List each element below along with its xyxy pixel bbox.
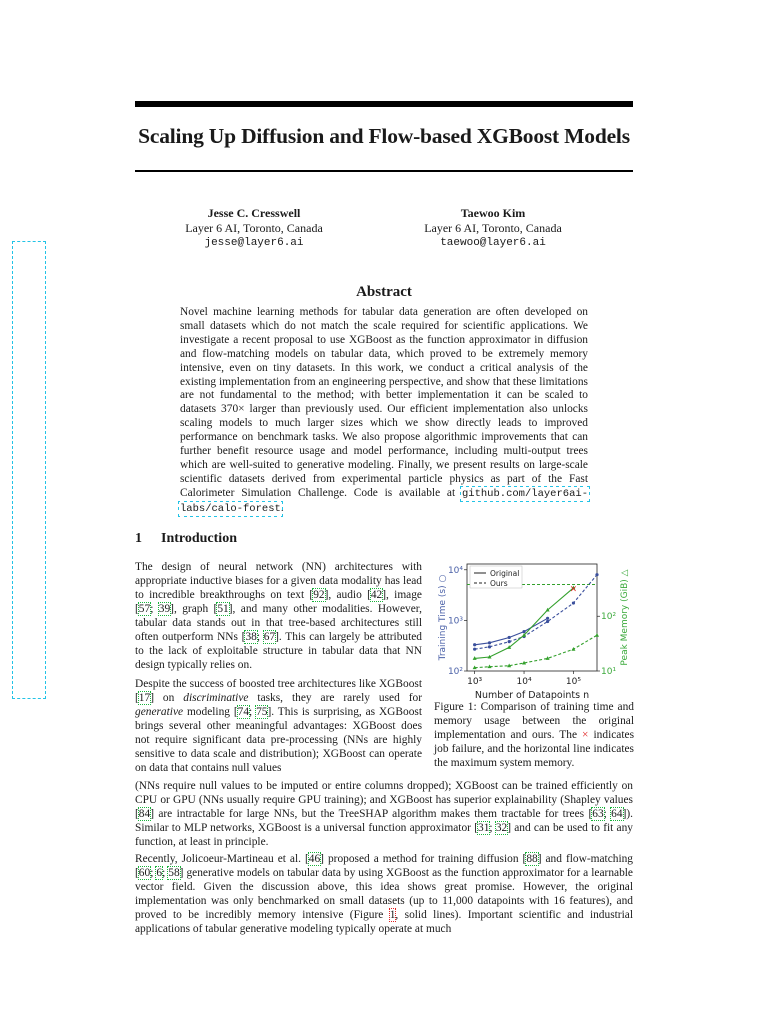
citation-link[interactable]: 60 [138, 867, 151, 879]
y-left-axis-label: Training Time (s) ○ [438, 574, 448, 661]
citation-link[interactable]: 84 [138, 808, 151, 820]
section-heading [135, 531, 237, 547]
citation-link[interactable]: 63 [592, 808, 604, 820]
paragraph-4 [135, 852, 633, 936]
data-point-time [473, 648, 476, 651]
text-run: ]. This can largely be attributed to the lack of exploitable structure in tabular data that NN design typically relies on. [135, 631, 423, 671]
x-tick-label: 10⁴ [516, 677, 532, 687]
citation-link[interactable]: 58 [168, 867, 180, 879]
text-run: Recently, Jolicoeur-Martineau et al. [ [135, 853, 309, 865]
figure-ref-link[interactable]: 1 [389, 909, 396, 921]
section-title: Introduction [161, 531, 237, 546]
data-point-time [546, 620, 549, 623]
author-name: Taewoo Kim [460, 206, 526, 220]
text-run: The design of neural network (NN) architectures with appropriate inductive biases for a given data modality has lead to incredible breakthroughs on text [ [135, 561, 422, 601]
text-run: ] on [150, 692, 184, 704]
citation-link[interactable]: 31 [478, 822, 490, 834]
y-right-tick-label: 10¹ [601, 667, 617, 677]
text-run: ]). Similar to MLP networks, XGBoost is a universal function approximator [ [135, 808, 633, 834]
text-run: ; [162, 867, 169, 879]
failure-mark: × [582, 729, 589, 741]
citation-link[interactable]: 38 [245, 631, 257, 643]
text-run: ] and can be used to fit any function, at least in principle. [135, 822, 634, 848]
paragraph-3 [135, 779, 633, 849]
text-run: modeling [ [183, 706, 238, 718]
text-run: ], audio [ [324, 589, 371, 601]
data-point-memory [595, 633, 599, 637]
figure-1-chart [431, 556, 636, 704]
citation-link[interactable]: 88 [526, 853, 538, 865]
legend-label: Ours [490, 579, 508, 588]
y-left-tick-label: 10³ [447, 616, 463, 627]
text-run: ], and many other modalities. However, tabular data stands out in that tree-based architectures still often outperform NNs [ [135, 603, 422, 643]
citation-link[interactable]: 17 [138, 692, 151, 704]
text-run: , solid lines). Important scientific and industrial applications of tabular generative modeling typically operate at much [135, 909, 633, 935]
paragraph-1 [135, 560, 422, 672]
paragraph-2 [135, 677, 422, 775]
text-run: ; [150, 867, 157, 879]
abstract-body [180, 306, 588, 517]
data-point-time [488, 645, 491, 648]
figure-1 [431, 556, 636, 704]
caption-text: Figure 1: Comparison of training time and memory usage between the original implementation and ours. The [434, 701, 634, 741]
figure-1-caption [434, 700, 634, 770]
data-point-time [572, 601, 575, 604]
text-run: ] and flow-matching [ [135, 853, 634, 879]
text-run: (NNs require null values to be imputed or entire columns dropped); XGBoost can be trained efficiently on CPU or GPU (NNs usually require GPU training); and XGBoost has superior explainability (Shapley values [ [135, 780, 633, 820]
text-run: tasks, they are rarely used for [248, 692, 422, 704]
data-point-time [508, 636, 511, 639]
abstract-heading: Abstract [356, 284, 412, 300]
data-point-time [473, 643, 476, 646]
paper-title: Scaling Up Diffusion and Flow-based XGBoost Models [138, 124, 630, 148]
citation-link[interactable]: 32 [495, 822, 508, 834]
data-point-time [595, 573, 598, 576]
y-right-axis-label: Peak Memory (GiB) △ [620, 569, 630, 666]
author-affiliation: Layer 6 AI, Toronto, Canada [185, 221, 323, 235]
caption-text: indicates job failure, and the horizontal line indicates the maximum system memory. [434, 729, 635, 769]
text-run: ] generative models on tabular data by using XGBoost as the function approximator for a learnable vector field. Given the discussion above, this idea shows great promise. However, the original implementation was only benchmarked on small datasets (up to 11,000 datapoints with 16 features), and proved to be incredibly memory intensive (Figure [135, 867, 633, 921]
emphasis: discriminative [183, 692, 249, 704]
section-number: 1 [135, 531, 142, 546]
data-point-time [522, 630, 525, 633]
text-run: ], graph [ [170, 603, 218, 615]
citation-link[interactable]: 57 [138, 603, 151, 615]
text-run: ; [603, 808, 612, 820]
emphasis: generative [135, 706, 184, 718]
series-line-memory [475, 635, 597, 668]
text-run: ], image [ [135, 589, 422, 615]
title-rule-top [135, 101, 633, 107]
text-run: ] proposed a method for training diffusion [ [320, 853, 527, 865]
citation-link[interactable]: 64 [611, 808, 623, 820]
failure-marker: × [569, 584, 578, 595]
data-point-time [488, 641, 491, 644]
citation-link[interactable]: 39 [158, 603, 171, 615]
data-point-time [546, 617, 549, 620]
citation-link[interactable]: 46 [308, 853, 321, 865]
abstract-text: Novel machine learning methods for tabular data generation are often developed on small datasets which do not match the scale required for scientific applications. We investigate a recent proposal to use XGBoost as the function approximator in diffusion and flow-matching models on tabular data, which proved to be extremely memory intensive, even on tiny datasets. In this work, we conduct a critical analysis of the existing implementation from an engineering perspective, and show that these limitations are not fundamental to the method; with better implementation it can be scaled to datasets 370× larger than previously used. Our efficient implementation also unlocks scaling models to much larger sizes which we show directly leads to improved performance on benchmark tasks. We also propose algorithmic improvements that can further benefit resource usage and model performance, including multi-output trees which are well-suited to generative modeling. Finally, we present results on large-scale scientific datasets derived from experimental particle physics as part of the Fast Calorimeter Simulation Challenge. Code is available at [180, 306, 588, 499]
citation-link[interactable]: 42 [370, 589, 383, 601]
author-block [144, 206, 364, 251]
text-run: ; [249, 706, 257, 718]
author-email[interactable]: taewoo@layer6.ai [440, 237, 546, 249]
y-left-tick-label: 10² [447, 667, 463, 677]
x-tick-label: 10⁵ [565, 677, 581, 687]
data-point-time [508, 640, 511, 643]
text-run: ; [150, 603, 159, 615]
citation-link[interactable]: 67 [263, 631, 276, 643]
citation-link[interactable]: 6 [156, 867, 163, 879]
y-left-tick-label: 10⁴ [447, 565, 463, 576]
code-link[interactable]: github.com/layer6ai-labs/calo-forest [180, 487, 588, 515]
author-email[interactable]: jesse@layer6.ai [204, 237, 304, 249]
x-axis-label: Number of Datapoints n [474, 690, 590, 701]
text-run: ] are intractable for large NNs, but the TreeSHAP algorithm makes them tractable for trees [ [150, 808, 593, 820]
text-run: ; [489, 822, 496, 834]
author-block [383, 206, 603, 251]
citation-link[interactable]: 74 [237, 706, 250, 718]
x-tick-label: 10³ [467, 677, 483, 687]
arxiv-sidebar-box [12, 241, 46, 699]
title-rule-bottom [135, 170, 633, 172]
abstract-end: . [280, 501, 284, 514]
author-name: Jesse C. Cresswell [207, 206, 301, 220]
citation-link[interactable]: 92 [313, 589, 325, 601]
citation-link[interactable]: 75 [256, 706, 268, 718]
text-run: ; [256, 631, 264, 643]
text-run: Despite the success of boosted tree architectures like XGBoost [ [135, 678, 422, 704]
text-run: ]. This is surprising, as XGBoost brings several other meaningful advantages: XGBoost does not require significant data pre-processing (NNs are highly sensitive to data scale and distribution); XGBoost can operate on data that contains null values [135, 706, 422, 774]
legend-label: Original [490, 569, 520, 578]
author-affiliation: Layer 6 AI, Toronto, Canada [424, 221, 562, 235]
y-right-tick-label: 10² [601, 612, 617, 623]
citation-link[interactable]: 51 [217, 603, 229, 615]
